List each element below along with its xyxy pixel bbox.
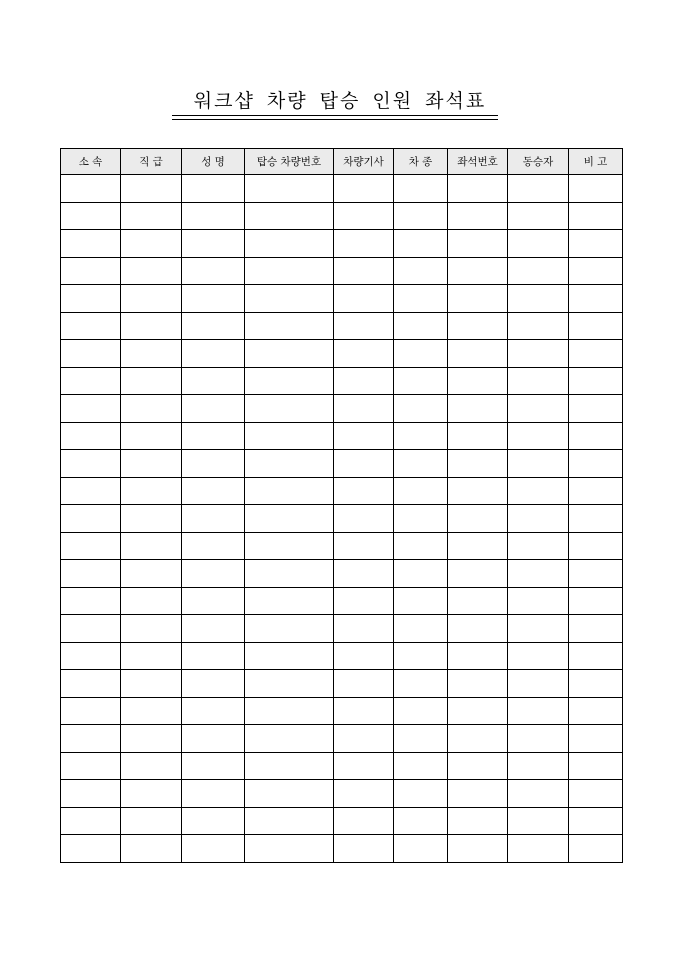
table-cell[interactable] [121, 697, 182, 725]
table-row [61, 835, 623, 863]
table-cell[interactable] [394, 670, 448, 698]
table-cell[interactable] [569, 752, 623, 780]
table-cell[interactable] [334, 450, 394, 478]
table-cell[interactable] [334, 175, 394, 203]
table-cell[interactable] [245, 615, 334, 643]
table-cell[interactable] [569, 560, 623, 588]
table-cell[interactable] [569, 230, 623, 258]
table-cell[interactable] [61, 175, 121, 203]
table-cell[interactable] [182, 835, 245, 863]
table-cell[interactable] [394, 202, 448, 230]
table-cell[interactable] [448, 450, 508, 478]
table-header-row [61, 149, 623, 175]
table-cell[interactable] [394, 532, 448, 560]
table-cell[interactable] [61, 670, 121, 698]
table-cell[interactable] [334, 505, 394, 533]
table-cell[interactable] [448, 642, 508, 670]
table-cell[interactable] [508, 367, 569, 395]
table-cell[interactable] [569, 312, 623, 340]
header-name: 성 명 [182, 149, 245, 175]
table-cell[interactable] [394, 780, 448, 808]
table-cell[interactable] [394, 175, 448, 203]
table-cell[interactable] [245, 752, 334, 780]
table-cell[interactable] [508, 560, 569, 588]
table-cell[interactable] [61, 807, 121, 835]
table-cell[interactable] [61, 450, 121, 478]
table-cell[interactable] [508, 505, 569, 533]
table-cell[interactable] [508, 257, 569, 285]
table-cell[interactable] [394, 230, 448, 258]
table-cell[interactable] [245, 340, 334, 368]
table-cell[interactable] [182, 670, 245, 698]
table-cell[interactable] [245, 697, 334, 725]
table-cell[interactable] [334, 532, 394, 560]
table-cell[interactable] [508, 670, 569, 698]
header-affiliation: 소 속 [61, 149, 121, 175]
table-cell[interactable] [182, 395, 245, 423]
table-row [61, 230, 623, 258]
table-cell[interactable] [182, 752, 245, 780]
table-cell[interactable] [182, 175, 245, 203]
table-row [61, 725, 623, 753]
table-cell[interactable] [121, 532, 182, 560]
header-seat-number: 좌석번호 [448, 149, 508, 175]
table-cell[interactable] [448, 752, 508, 780]
table-cell[interactable] [334, 395, 394, 423]
table-cell[interactable] [334, 587, 394, 615]
table-cell[interactable] [448, 202, 508, 230]
table-cell[interactable] [61, 395, 121, 423]
table-cell[interactable] [245, 395, 334, 423]
table-cell[interactable] [334, 807, 394, 835]
header-driver: 차량기사 [334, 149, 394, 175]
table-cell[interactable] [121, 835, 182, 863]
table-cell[interactable] [245, 642, 334, 670]
table-cell[interactable] [61, 422, 121, 450]
table-cell[interactable] [448, 395, 508, 423]
table-cell[interactable] [508, 642, 569, 670]
table-body [61, 175, 623, 863]
table-cell[interactable] [569, 780, 623, 808]
table-cell[interactable] [121, 505, 182, 533]
table-cell[interactable] [448, 340, 508, 368]
table-cell[interactable] [394, 340, 448, 368]
table-cell[interactable] [508, 752, 569, 780]
table-cell[interactable] [182, 477, 245, 505]
table-row [61, 257, 623, 285]
header-companion: 동승자 [508, 149, 569, 175]
table-cell[interactable] [394, 312, 448, 340]
table-cell[interactable] [121, 560, 182, 588]
table-cell[interactable] [508, 587, 569, 615]
table-cell[interactable] [245, 230, 334, 258]
table-cell[interactable] [182, 560, 245, 588]
table-cell[interactable] [569, 697, 623, 725]
table-cell[interactable] [569, 642, 623, 670]
table-cell[interactable] [508, 532, 569, 560]
table-cell[interactable] [448, 505, 508, 533]
table-cell[interactable] [508, 807, 569, 835]
table-row [61, 642, 623, 670]
table-row [61, 752, 623, 780]
table-cell[interactable] [182, 587, 245, 615]
table-cell[interactable] [334, 477, 394, 505]
table-cell[interactable] [121, 340, 182, 368]
table-cell[interactable] [182, 257, 245, 285]
table-cell[interactable] [334, 560, 394, 588]
table-row [61, 312, 623, 340]
table-cell[interactable] [448, 697, 508, 725]
header-vehicle-type: 차 종 [394, 149, 448, 175]
table-cell[interactable] [334, 697, 394, 725]
table-cell[interactable] [394, 367, 448, 395]
table-cell[interactable] [448, 312, 508, 340]
table-cell[interactable] [334, 670, 394, 698]
table-row [61, 477, 623, 505]
table-row [61, 807, 623, 835]
table-cell[interactable] [334, 230, 394, 258]
table-cell[interactable] [245, 560, 334, 588]
table-cell[interactable] [508, 725, 569, 753]
header-position: 직 급 [121, 149, 182, 175]
table-cell[interactable] [61, 505, 121, 533]
table-cell[interactable] [394, 807, 448, 835]
table-cell[interactable] [334, 340, 394, 368]
table-row [61, 422, 623, 450]
table-cell[interactable] [182, 367, 245, 395]
table-cell[interactable] [569, 477, 623, 505]
table-cell[interactable] [448, 175, 508, 203]
table-cell[interactable] [569, 422, 623, 450]
table-cell[interactable] [245, 835, 334, 863]
table-row [61, 615, 623, 643]
table-cell[interactable] [61, 752, 121, 780]
table-cell[interactable] [121, 202, 182, 230]
table-cell[interactable] [121, 450, 182, 478]
table-cell[interactable] [121, 312, 182, 340]
table-row [61, 670, 623, 698]
table-cell[interactable] [394, 477, 448, 505]
table-cell[interactable] [508, 450, 569, 478]
table-cell[interactable] [182, 780, 245, 808]
table-cell[interactable] [61, 367, 121, 395]
seating-table [60, 148, 623, 863]
table-cell[interactable] [121, 395, 182, 423]
table-cell[interactable] [245, 532, 334, 560]
table-cell[interactable] [245, 422, 334, 450]
table-row [61, 587, 623, 615]
table-cell[interactable] [121, 780, 182, 808]
table-row [61, 505, 623, 533]
table-cell[interactable] [121, 477, 182, 505]
table-cell[interactable] [182, 642, 245, 670]
table-cell[interactable] [569, 505, 623, 533]
table-cell[interactable] [61, 312, 121, 340]
table-cell[interactable] [448, 725, 508, 753]
table-cell[interactable] [61, 230, 121, 258]
table-cell[interactable] [61, 725, 121, 753]
table-cell[interactable] [61, 697, 121, 725]
table-cell[interactable] [334, 285, 394, 313]
table-cell[interactable] [121, 670, 182, 698]
table-cell[interactable] [448, 587, 508, 615]
table-cell[interactable] [569, 532, 623, 560]
header-remarks: 비 고 [569, 149, 623, 175]
table-cell[interactable] [508, 285, 569, 313]
table-cell[interactable] [334, 202, 394, 230]
table-cell[interactable] [569, 340, 623, 368]
table-cell[interactable] [334, 725, 394, 753]
table-cell[interactable] [245, 175, 334, 203]
table-cell[interactable] [569, 670, 623, 698]
table-cell[interactable] [121, 285, 182, 313]
table-cell[interactable] [61, 285, 121, 313]
table-cell[interactable] [448, 670, 508, 698]
table-cell[interactable] [245, 477, 334, 505]
table-cell[interactable] [182, 697, 245, 725]
table-row [61, 367, 623, 395]
table-cell[interactable] [508, 202, 569, 230]
document-title: 워크샵 차량 탑승 인원 좌석표 [193, 90, 487, 112]
header-vehicle-number: 탑승 차량번호 [245, 149, 334, 175]
table-cell[interactable] [448, 285, 508, 313]
title-underline-top [172, 115, 498, 116]
table-cell[interactable] [334, 615, 394, 643]
table-cell[interactable] [245, 367, 334, 395]
table-row [61, 532, 623, 560]
table-cell[interactable] [569, 835, 623, 863]
table-cell[interactable] [569, 395, 623, 423]
table-cell[interactable] [61, 780, 121, 808]
table-cell[interactable] [394, 257, 448, 285]
table-cell[interactable] [61, 257, 121, 285]
table-cell[interactable] [182, 312, 245, 340]
table-cell[interactable] [448, 422, 508, 450]
table-cell[interactable] [121, 615, 182, 643]
table-cell[interactable] [334, 422, 394, 450]
table-cell[interactable] [508, 422, 569, 450]
table-cell[interactable] [334, 780, 394, 808]
table-cell[interactable] [508, 477, 569, 505]
table-cell[interactable] [569, 725, 623, 753]
table-cell[interactable] [394, 615, 448, 643]
table-row [61, 780, 623, 808]
table-cell[interactable] [448, 615, 508, 643]
table-cell[interactable] [569, 367, 623, 395]
table-cell[interactable] [245, 807, 334, 835]
table-cell[interactable] [394, 642, 448, 670]
table-cell[interactable] [394, 697, 448, 725]
table-cell[interactable] [121, 587, 182, 615]
table-cell[interactable] [61, 835, 121, 863]
table-cell[interactable] [394, 560, 448, 588]
table-cell[interactable] [61, 340, 121, 368]
table-cell[interactable] [508, 340, 569, 368]
table-cell[interactable] [448, 780, 508, 808]
table-row [61, 560, 623, 588]
table-cell[interactable] [394, 752, 448, 780]
table-cell[interactable] [182, 532, 245, 560]
table-row [61, 450, 623, 478]
table-cell[interactable] [448, 230, 508, 258]
table-cell[interactable] [508, 175, 569, 203]
table-cell[interactable] [508, 312, 569, 340]
table-cell[interactable] [448, 477, 508, 505]
table-cell[interactable] [245, 257, 334, 285]
table-cell[interactable] [394, 505, 448, 533]
table-cell[interactable] [448, 367, 508, 395]
table-cell[interactable] [245, 285, 334, 313]
table-cell[interactable] [448, 807, 508, 835]
table-cell[interactable] [334, 367, 394, 395]
table-cell[interactable] [569, 587, 623, 615]
table-cell[interactable] [448, 560, 508, 588]
table-cell[interactable] [121, 807, 182, 835]
table-cell[interactable] [394, 395, 448, 423]
table-cell[interactable] [121, 422, 182, 450]
table-cell[interactable] [182, 505, 245, 533]
table-cell[interactable] [121, 175, 182, 203]
table-cell[interactable] [394, 422, 448, 450]
table-cell[interactable] [245, 505, 334, 533]
table-cell[interactable] [245, 450, 334, 478]
table-cell[interactable] [61, 477, 121, 505]
table-cell[interactable] [448, 257, 508, 285]
table-cell[interactable] [334, 257, 394, 285]
table-cell[interactable] [569, 615, 623, 643]
table-cell[interactable] [182, 450, 245, 478]
table-cell[interactable] [245, 312, 334, 340]
table-cell[interactable] [61, 560, 121, 588]
table-cell[interactable] [394, 450, 448, 478]
table-cell[interactable] [61, 202, 121, 230]
title-underline-bottom [172, 119, 498, 120]
table-cell[interactable] [448, 532, 508, 560]
table-cell[interactable] [245, 670, 334, 698]
table-cell[interactable] [508, 835, 569, 863]
table-row [61, 202, 623, 230]
table-cell[interactable] [334, 642, 394, 670]
table-cell[interactable] [121, 367, 182, 395]
table-cell[interactable] [182, 807, 245, 835]
table-row [61, 697, 623, 725]
table-row [61, 395, 623, 423]
table-cell[interactable] [508, 615, 569, 643]
table-cell[interactable] [121, 642, 182, 670]
table-cell[interactable] [569, 450, 623, 478]
table-cell[interactable] [508, 780, 569, 808]
table-cell[interactable] [334, 835, 394, 863]
table-cell[interactable] [394, 835, 448, 863]
table-cell[interactable] [121, 257, 182, 285]
table-cell[interactable] [569, 175, 623, 203]
table-cell[interactable] [569, 257, 623, 285]
table-cell[interactable] [121, 230, 182, 258]
table-cell[interactable] [334, 312, 394, 340]
table-row [61, 175, 623, 203]
table-cell[interactable] [182, 230, 245, 258]
table-cell[interactable] [245, 202, 334, 230]
table-cell[interactable] [508, 395, 569, 423]
table-cell[interactable] [508, 230, 569, 258]
table-cell[interactable] [182, 422, 245, 450]
table-row [61, 285, 623, 313]
table-cell[interactable] [394, 285, 448, 313]
table-cell[interactable] [394, 725, 448, 753]
table-cell[interactable] [394, 587, 448, 615]
table-cell[interactable] [121, 752, 182, 780]
table-cell[interactable] [569, 202, 623, 230]
table-cell[interactable] [61, 642, 121, 670]
table-row [61, 340, 623, 368]
table-cell[interactable] [245, 780, 334, 808]
table-cell[interactable] [182, 340, 245, 368]
table-cell[interactable] [182, 285, 245, 313]
table-cell[interactable] [245, 587, 334, 615]
table-cell[interactable] [508, 697, 569, 725]
table-cell[interactable] [61, 587, 121, 615]
table-cell[interactable] [334, 752, 394, 780]
table-cell[interactable] [121, 725, 182, 753]
table-cell[interactable] [569, 285, 623, 313]
table-cell[interactable] [61, 532, 121, 560]
table-cell[interactable] [182, 615, 245, 643]
table-cell[interactable] [569, 807, 623, 835]
table-cell[interactable] [245, 725, 334, 753]
table-cell[interactable] [182, 725, 245, 753]
table-cell[interactable] [182, 202, 245, 230]
table-cell[interactable] [61, 615, 121, 643]
table-cell[interactable] [448, 835, 508, 863]
